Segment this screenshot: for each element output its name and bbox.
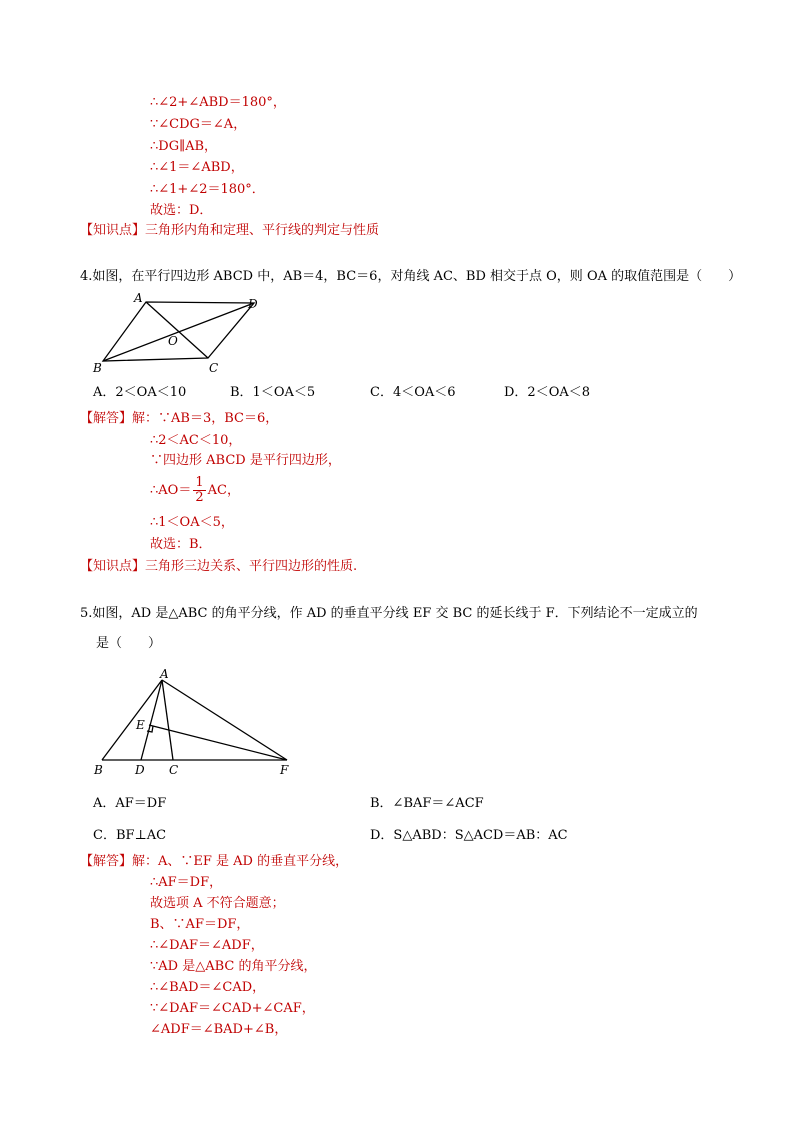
q5-label-c: C (169, 763, 179, 777)
q5-label-f: F (280, 763, 289, 777)
q4-answer-line-2: ∴2＜AC＜10， (150, 433, 242, 448)
q5-answer-line-5: ∴∠DAF＝∠ADF， (150, 938, 264, 953)
q4-frac-prefix: ∴AO＝ (150, 483, 192, 498)
q5-option-d: D．S△ABD：S△ACD＝AB：AC (370, 828, 568, 843)
q5-stem-1: 5.如图，AD 是△ABC 的角平分线，作 AD 的垂直平分线 EF 交 BC 的延长线于 F．下列结论不一定成立的 (80, 606, 698, 621)
q5-answer-line-2: ∴AF＝DF， (150, 875, 223, 890)
prev-line-6: 故选：D． (150, 203, 213, 218)
q4-answer-line-3: ∵四边形 ABCD 是平行四边形， (150, 453, 341, 468)
q5-option-c: C．BF⊥AC (93, 828, 167, 843)
q4-knowledge: 【知识点】三角形三边关系、平行四边形的性质. (80, 559, 358, 574)
prev-line-4: ∴∠1＝∠ABD， (150, 160, 244, 175)
q4-answer-line-5: 故选：B． (150, 537, 212, 552)
q5-answer-line-8: ∵∠DAF＝∠CAD+∠CAF， (150, 1001, 315, 1016)
q5-triangle-figure (90, 665, 305, 780)
q4-frac-suffix: AC， (207, 483, 240, 498)
q4-frac-den: 2 (195, 490, 204, 505)
q5-answer-line-4: B、∵AF＝DF， (150, 917, 250, 932)
q4-stem: 4.如图，在平行四边形 ABCD 中，AB＝4，BC＝6，对角线 AC、BD 相交于点 O，则 OA 的取值范围是（ ） (80, 269, 742, 284)
q5-option-b: B．∠BAF＝∠ACF (370, 796, 484, 811)
q5-label-b: B (94, 763, 103, 777)
q5-label-e: E (136, 718, 145, 732)
q4-option-c: C．4＜OA＜6 (370, 385, 456, 400)
q5-stem-2: 是（ ） (96, 636, 162, 651)
q5-answer-line-1: 解：A、∵EF 是 AD 的垂直平分线， (132, 854, 349, 869)
q5-label-d: D (135, 763, 145, 777)
q4-fraction (193, 476, 205, 505)
q5-label-a: A (160, 667, 169, 681)
q5-option-a: A．AF＝DF (93, 796, 167, 811)
q4-label-o: O (168, 334, 178, 348)
q4-label-c: C (209, 361, 219, 375)
prev-line-1: ∴∠2+∠ABD＝180°， (150, 95, 286, 110)
q4-answer-label: 【解答】 (80, 411, 133, 426)
q4-frac-num: 1 (195, 475, 204, 490)
q4-label-a: A (134, 291, 143, 305)
q5-answer-line-9: ∠ADF＝∠BAD+∠B， (150, 1022, 288, 1037)
q5-answer-line-6: ∵AD 是△ABC 的角平分线， (150, 959, 317, 974)
q4-option-d: D．2＜OA＜8 (504, 385, 591, 400)
q5-answer-line-7: ∴∠BAD＝∠CAD， (150, 980, 266, 995)
q4-option-b: B．1＜OA＜5 (230, 385, 316, 400)
prev-line-3: ∴DG∥AB， (150, 139, 218, 154)
prev-line-5: ∴∠1+∠2＝180°． (150, 182, 265, 197)
q4-option-a: A．2＜OA＜10 (93, 385, 187, 400)
q4-parallelogram-figure (88, 290, 268, 380)
q5-answer-label: 【解答】 (80, 854, 133, 869)
q4-answer-line-1: 解：∵AB＝3，BC＝6， (132, 411, 279, 426)
q4-label-d: D (248, 297, 258, 311)
prev-knowledge: 【知识点】三角形内角和定理、平行线的判定与性质 (80, 223, 380, 238)
q5-answer-line-3: 故选项 A 不符合题意； (150, 896, 285, 911)
q4-answer-fraction-line (150, 476, 240, 506)
prev-line-2: ∵∠CDG＝∠A， (150, 117, 247, 132)
q4-label-b: B (93, 361, 102, 375)
q4-answer-line-4: ∴1＜OA＜5， (150, 515, 234, 530)
